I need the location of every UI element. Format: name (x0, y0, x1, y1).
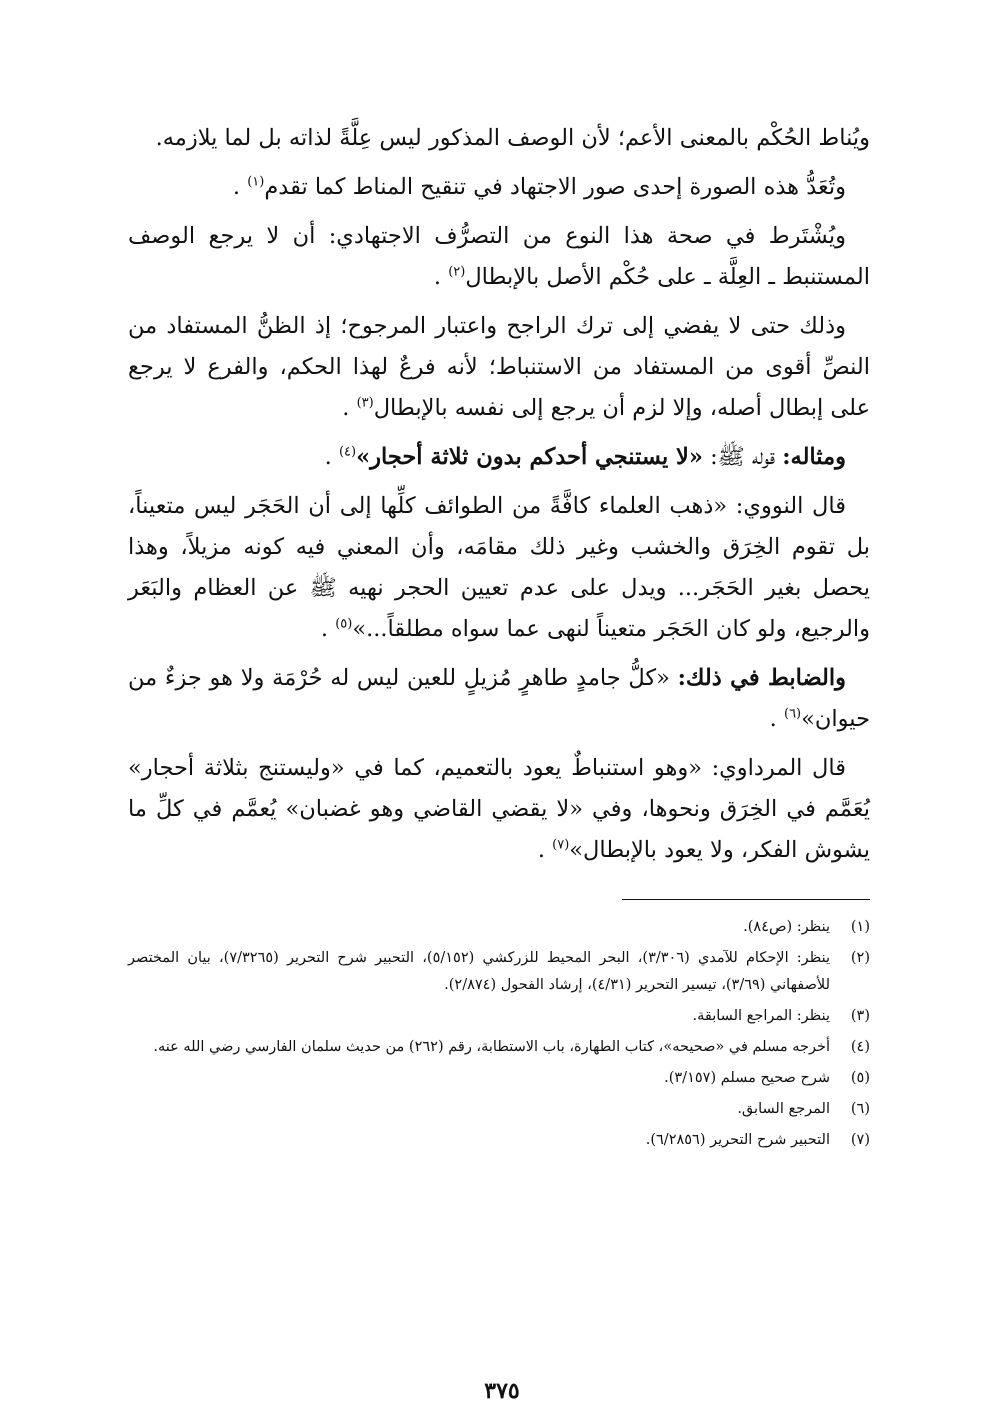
paragraph-6: قال النووي: «ذهب العلماء كافَّةً من الطوائف كلِّها إلى أن الحَجَر ليس متعيناً، بل تقوم الخِرَق والخشب وغير ذلك مقامَه، وأن المعني فيه كونه مزيلاً، وهذا يحصل بغير الحَجَر... ويدل على عدم تعيين الحجر نهيه ﷺ عن العظام والبَعَر والرجيع، ولو كان الحَجَر متعيناً لنهى عما سواه مطلقاً...»$^{(٥)}$ . (128, 493, 870, 642)
footnote-6: (٦) المرجع السابق. (737, 1101, 870, 1117)
footnote-ref-2[interactable]: (٢) (448, 264, 466, 280)
footnote-divider (622, 899, 870, 900)
footnote-ref-6[interactable]: (٦) (783, 706, 802, 722)
footnotes (128, 914, 870, 1154)
footnote-5: (٥) شرح صحيح مسلم (٣/١٥٧). (664, 1070, 870, 1086)
hadith-quote: «لا يستنجي أحدكم بدون ثلاثة أحجار» (356, 444, 703, 470)
paragraph-5: ومثاله: قوله ﷺ: «لا يستنجي أحدكم بدون ثلاثة أحجار»$^{(٤)}$ . (324, 444, 846, 470)
footnote-ref-1[interactable]: (١) (247, 174, 265, 190)
footnote-1: (١) ينظر: (ص٨٤). (743, 919, 870, 935)
footnote-ref-3[interactable]: (٣) (356, 395, 374, 411)
paragraph-4: وذلك حتى لا يفضي إلى ترك الراجح واعتبار المرجوح؛ إذ الظنُّ المستفاد من النصِّ أقوى من المستفاد من الاستنباط؛ لأنه فرعٌ لهذا الحكم، والفرع لا يرجع على إبطال أصله، وإلا لزم أن يرجع إلى نفسه بالإبطال$^{(٣)}$ . (128, 313, 870, 421)
footnote-ref-7[interactable]: (٧) (552, 837, 570, 853)
main-text (128, 118, 870, 871)
footnote-ref-4[interactable]: (٤) (338, 444, 357, 460)
page-body (128, 118, 870, 1158)
rule-heading: والضابط في ذلك: (677, 665, 847, 691)
paragraph-2: وتُعَدُّ هذه الصورة إحدى صور الاجتهاد في تنقيح المناط كما تقدم$^{(١)}$ . (232, 174, 846, 200)
footnote-7: (٧) التحبير شرح التحرير (٦/٢٨٥٦). (645, 1132, 870, 1148)
paragraph-8: قال المرداوي: «وهو استنباطٌ يعود بالتعميم، كما في «وليستنج بثلاثة أحجار» يُعَمَّم في الخِرَق ونحوها، وفي «لا يقضي القاضي وهو غضبان» يُعمَّم في كلِّ ما يشوش الفكر، ولا يعود بالإبطال»$^{(٧)}$ . (128, 755, 870, 863)
footnote-4: (٤) أخرجه مسلم في «صحيحه»، كتاب الطهارة، باب الاستطابة، رقم (٢٦٢) من حديث سلمان الفارسي رضي الله عنه. (153, 1039, 870, 1055)
paragraph-7: والضابط في ذلك: «كلُّ جامدٍ طاهرٍ مُزيلٍ للعين ليس له حُرْمَة ولا هو جزءٌ من حيوان»$^{(٦)}$ . (128, 665, 870, 732)
footnote-3: (٣) ينظر: المراجع السابقة. (692, 1008, 870, 1024)
example-heading: ومثاله: (782, 444, 846, 470)
footnote-2: (٢) ينظر: الإحكام للآمدي (٣/٣٠٦)، البحر المحيط للزركشي (٥/١٥٢)، التحبير شرح التحرير (٧/٣٢٦٥)، بيان المختصر للأصفهاني (٣/٦٩)، تيسير التحرير (٤/٣١)، إرشاد الفحول (٢/٨٧٤). (128, 950, 870, 993)
paragraph-1: ويُناط الحُكْم بالمعنى الأعم؛ لأن الوصف المذكور ليس عِلَّةً لذاته بل لما يلازمه. (155, 125, 870, 151)
page-number: ٣٧٥ (484, 1378, 520, 1404)
footnote-ref-5[interactable]: (٥) (335, 616, 353, 632)
paragraph-3: ويُشْتَرط في صحة هذا النوع من التصرُّف الاجتهادي: أن لا يرجع الوصف المستنبط ـ العِلَّة ـ على حُكْم الأصل بالإبطال$^{(٢)}$ . (128, 223, 870, 290)
